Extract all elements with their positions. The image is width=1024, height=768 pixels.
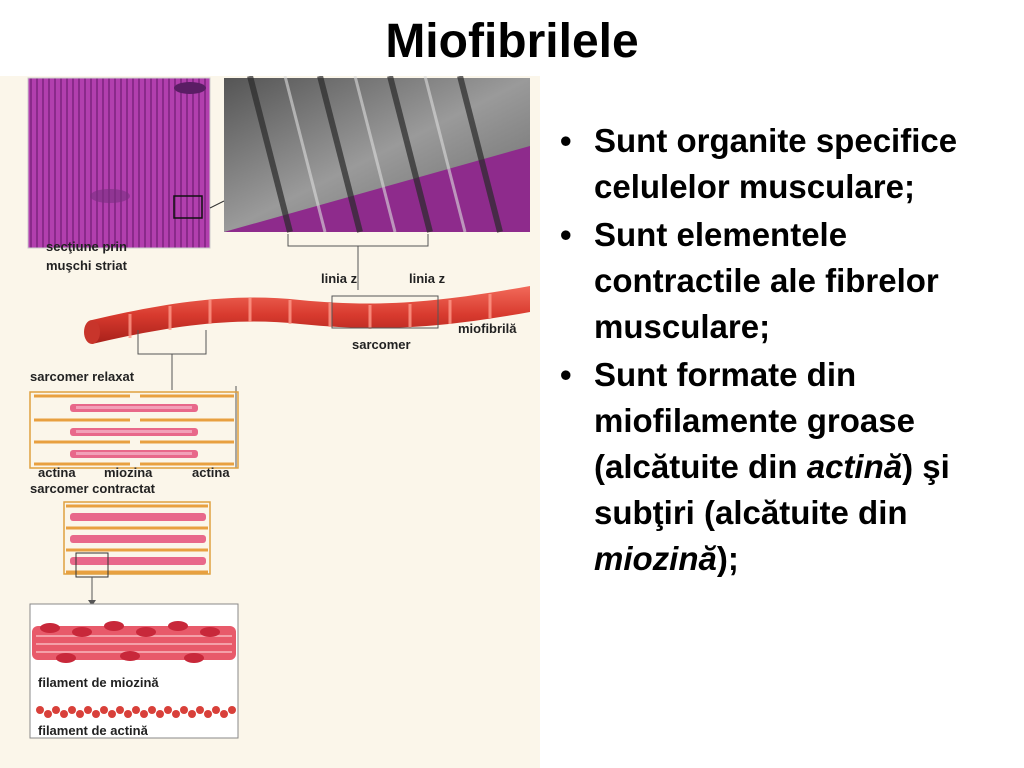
- myosin-filament-label: filament de miozină: [38, 675, 159, 690]
- actin-filament-label: filament de actină: [38, 723, 148, 738]
- filament-detail-drawing: [30, 604, 238, 738]
- muscle-structure-figure: [0, 76, 540, 768]
- bullet-list: [556, 118, 1006, 584]
- section-label-line1: secţiune prin: [46, 239, 127, 254]
- section-label-line2: muşchi striat: [46, 258, 127, 273]
- z-line-label-right: linia z: [409, 271, 446, 286]
- slide-title: Miofibrilele: [385, 15, 639, 68]
- actin-label-left: actina: [38, 465, 76, 480]
- bullet-text-3-actin: actină: [806, 448, 903, 485]
- electron-micrograph: [224, 76, 530, 232]
- bullet-text-3b: ) şi subţiri (alcătuite din: [594, 448, 950, 531]
- bullet-text-1: Sunt organite specifice celulelor musculare;: [594, 122, 958, 205]
- bullet-text-3-myosin: miozină: [594, 540, 717, 577]
- bullet-item-3: [556, 352, 1006, 582]
- z-line-label-left: linia z: [321, 271, 358, 286]
- actin-label-right: actina: [192, 465, 230, 480]
- figure-drawing: [0, 76, 540, 768]
- bullet-text-3c: );: [716, 540, 739, 577]
- relaxed-sarcomere-label: sarcomer relaxat: [30, 369, 135, 384]
- bullet-item-2: [556, 212, 1006, 350]
- bullet-text-3a: Sunt formate din miofilamente groase (alcătuite din: [594, 356, 915, 485]
- histology-image: [28, 78, 210, 248]
- bullet-dot-icon: •: [560, 122, 572, 159]
- relaxed-sarcomere-drawing: [30, 392, 238, 468]
- bullet-dot-icon: •: [560, 216, 572, 253]
- sarcomere-label: sarcomer: [352, 337, 411, 352]
- bullet-dot-icon: •: [560, 356, 572, 393]
- contracted-sarcomere-drawing: [64, 502, 210, 577]
- contracted-sarcomere-label: sarcomer contractat: [30, 481, 155, 496]
- myosin-label: miozina: [104, 465, 153, 480]
- bullet-item-1: [556, 118, 1006, 210]
- myofibril-label: miofibrilă: [458, 321, 517, 336]
- bullet-text-2: Sunt elementele contractile ale fibrelor musculare;: [594, 216, 939, 345]
